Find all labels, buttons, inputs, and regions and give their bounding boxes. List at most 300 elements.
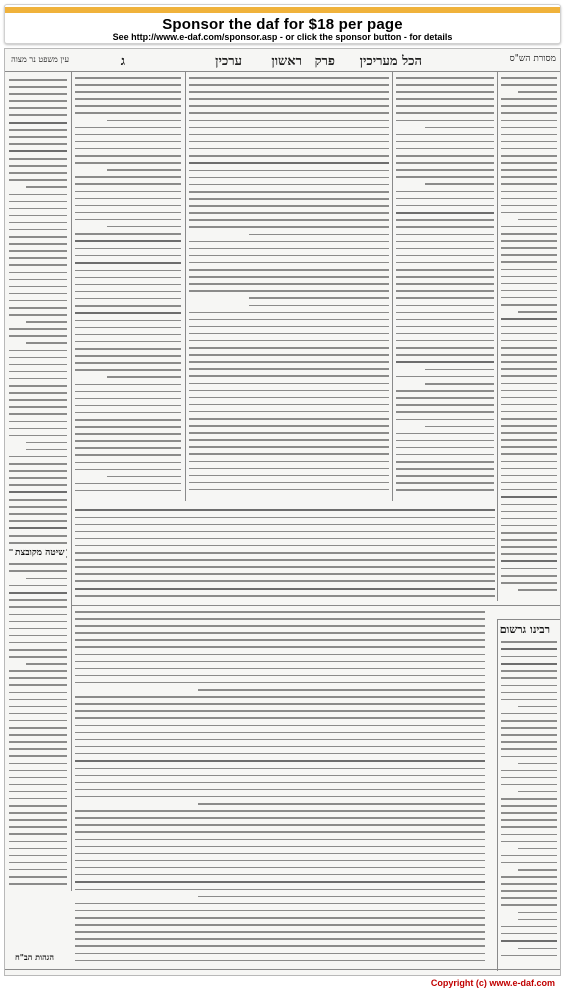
text-line xyxy=(501,383,557,385)
text-line xyxy=(501,955,557,957)
text-line xyxy=(501,582,557,584)
right-margin-divider xyxy=(497,71,498,601)
text-line xyxy=(501,525,557,527)
lower-section-rule xyxy=(71,605,560,606)
text-line xyxy=(396,454,494,456)
text-line xyxy=(396,475,494,477)
chapter-name: ראשון xyxy=(271,54,302,69)
hagahot-heading: הגהות הב"ח xyxy=(15,952,54,962)
text-line xyxy=(501,226,557,228)
text-line xyxy=(189,141,389,143)
text-line xyxy=(75,440,181,442)
text-line xyxy=(518,948,557,950)
text-line xyxy=(9,435,67,437)
text-line xyxy=(425,127,494,129)
gemara-wide-block xyxy=(75,509,495,604)
text-line xyxy=(107,376,181,378)
text-line xyxy=(501,511,557,513)
text-line xyxy=(9,428,67,430)
tosafot-divider xyxy=(185,71,186,501)
text-line xyxy=(501,112,557,114)
text-line xyxy=(75,696,485,698)
text-line xyxy=(396,241,494,243)
text-line xyxy=(396,319,494,321)
text-line xyxy=(9,399,67,401)
text-line xyxy=(501,240,557,242)
text-line xyxy=(189,91,389,93)
text-line xyxy=(75,312,181,314)
text-line xyxy=(189,219,389,221)
text-line xyxy=(189,290,389,292)
text-line xyxy=(9,463,67,465)
text-line xyxy=(75,447,181,449)
text-line xyxy=(75,831,485,833)
text-line xyxy=(501,504,557,506)
text-line xyxy=(9,506,67,508)
text-line xyxy=(9,79,67,81)
text-line xyxy=(75,945,485,947)
text-line xyxy=(396,312,494,314)
text-line xyxy=(75,789,485,791)
text-line xyxy=(107,169,181,171)
text-line xyxy=(9,114,67,116)
text-line xyxy=(189,439,389,441)
text-line xyxy=(189,319,389,321)
rabbeinu-gershom-heading: רבינו גרשום xyxy=(499,623,550,636)
text-line xyxy=(189,453,389,455)
text-line xyxy=(189,184,389,186)
text-line xyxy=(501,692,557,694)
text-line xyxy=(75,917,485,919)
text-line xyxy=(501,333,557,335)
text-line xyxy=(75,924,485,926)
text-line xyxy=(249,297,389,299)
text-line xyxy=(9,328,67,330)
text-line xyxy=(501,432,557,434)
text-line xyxy=(75,881,485,883)
copyright-notice[interactable]: Copyright (c) www.e-daf.com xyxy=(430,978,555,988)
text-line xyxy=(189,127,389,129)
text-line xyxy=(501,283,557,285)
text-line xyxy=(75,903,485,905)
text-line xyxy=(501,656,557,658)
text-line xyxy=(425,183,494,185)
text-line xyxy=(75,334,181,336)
text-line xyxy=(75,517,495,519)
text-line xyxy=(75,141,181,143)
text-line xyxy=(396,390,494,392)
text-line xyxy=(396,297,494,299)
text-line xyxy=(9,129,67,131)
text-line xyxy=(396,91,494,93)
text-line xyxy=(75,768,485,770)
text-line xyxy=(396,205,494,207)
text-line xyxy=(501,539,557,541)
text-line xyxy=(75,369,181,371)
chapter-title: הכל מעריכין xyxy=(359,54,422,69)
text-line xyxy=(189,112,389,114)
text-line xyxy=(75,552,495,554)
gershom-top-rule xyxy=(497,619,560,620)
text-line xyxy=(75,675,485,677)
text-line xyxy=(9,100,67,102)
text-line xyxy=(501,926,557,928)
text-line xyxy=(501,148,557,150)
text-line xyxy=(9,194,67,196)
text-line xyxy=(75,668,485,670)
text-line xyxy=(9,201,67,203)
text-line xyxy=(396,219,494,221)
text-line xyxy=(425,426,494,428)
text-line xyxy=(75,839,485,841)
text-line xyxy=(501,670,557,672)
text-line xyxy=(75,270,181,272)
text-line xyxy=(501,340,557,342)
text-line xyxy=(26,449,67,451)
text-line xyxy=(501,411,557,413)
text-line xyxy=(501,641,557,643)
text-line xyxy=(501,368,557,370)
text-line xyxy=(501,904,557,906)
text-line xyxy=(75,960,485,962)
text-line xyxy=(75,162,181,164)
text-line xyxy=(75,454,181,456)
text-line xyxy=(189,134,389,136)
text-line xyxy=(501,841,557,843)
text-line xyxy=(75,341,181,343)
text-line xyxy=(501,155,557,157)
text-line xyxy=(501,261,557,263)
text-line xyxy=(396,198,494,200)
text-line xyxy=(9,520,67,522)
text-line xyxy=(9,93,67,95)
text-line xyxy=(189,198,389,200)
text-line xyxy=(9,172,67,174)
sponsor-banner[interactable] xyxy=(4,4,561,44)
text-line xyxy=(189,375,389,377)
text-line xyxy=(75,277,181,279)
text-line xyxy=(396,162,494,164)
text-line xyxy=(396,112,494,114)
text-line xyxy=(189,482,389,484)
text-line xyxy=(9,542,67,544)
text-line xyxy=(75,469,181,471)
text-line xyxy=(75,625,485,627)
text-line xyxy=(75,717,485,719)
text-line xyxy=(501,685,557,687)
text-line xyxy=(501,677,557,679)
text-line xyxy=(75,910,485,912)
text-line xyxy=(501,439,557,441)
text-line xyxy=(75,509,495,511)
banner-title[interactable]: Sponsor the daf for $18 per page xyxy=(162,16,403,33)
text-line xyxy=(9,385,67,387)
text-line xyxy=(396,234,494,236)
text-line xyxy=(75,433,181,435)
text-line xyxy=(396,461,494,463)
text-line xyxy=(75,219,181,221)
text-line xyxy=(189,354,389,356)
text-line xyxy=(9,243,67,245)
text-line xyxy=(75,233,181,235)
text-line xyxy=(9,272,67,274)
text-line xyxy=(189,191,389,193)
mesoret-column xyxy=(501,77,557,597)
side-box-heading: שיטה מקובצת xyxy=(15,548,65,558)
text-line xyxy=(501,741,557,743)
text-line xyxy=(75,198,181,200)
text-line xyxy=(501,254,557,256)
text-line xyxy=(189,312,389,314)
text-line xyxy=(501,77,557,79)
text-line xyxy=(75,191,181,193)
text-line xyxy=(189,446,389,448)
text-line xyxy=(396,404,494,406)
text-line xyxy=(9,136,67,138)
text-line xyxy=(501,489,557,491)
text-line xyxy=(9,378,67,380)
text-line xyxy=(501,84,557,86)
text-line xyxy=(396,433,494,435)
text-line xyxy=(75,205,181,207)
text-line xyxy=(75,573,495,575)
text-line xyxy=(501,784,557,786)
text-line xyxy=(9,264,67,266)
text-line xyxy=(75,426,181,428)
talmud-page xyxy=(4,48,561,976)
text-line xyxy=(75,646,485,648)
text-line xyxy=(501,461,557,463)
text-line xyxy=(9,250,67,252)
text-line xyxy=(501,475,557,477)
text-line xyxy=(518,919,557,921)
text-line xyxy=(396,141,494,143)
text-line xyxy=(75,595,495,597)
text-line xyxy=(501,940,557,942)
text-line xyxy=(75,262,181,264)
text-line xyxy=(501,198,557,200)
text-line xyxy=(396,440,494,442)
text-line xyxy=(189,269,389,271)
text-line xyxy=(75,611,485,613)
chapter-label: פרק xyxy=(314,54,335,69)
text-line xyxy=(501,375,557,377)
text-line xyxy=(396,354,494,356)
text-line xyxy=(75,746,485,748)
text-line xyxy=(396,489,494,491)
text-line xyxy=(189,340,389,342)
text-line xyxy=(75,682,485,684)
text-line xyxy=(189,425,389,427)
text-line xyxy=(9,357,67,359)
text-line xyxy=(396,340,494,342)
text-line xyxy=(75,212,181,214)
tractate-name: ערכין xyxy=(215,54,242,69)
text-line xyxy=(75,846,485,848)
text-line xyxy=(396,120,494,122)
text-line xyxy=(75,134,181,136)
text-line xyxy=(501,876,557,878)
text-line xyxy=(189,212,389,214)
text-line xyxy=(75,155,181,157)
text-line xyxy=(75,860,485,862)
text-line xyxy=(75,580,495,582)
text-line xyxy=(501,748,557,750)
text-line xyxy=(396,411,494,413)
text-line xyxy=(75,298,181,300)
text-line xyxy=(501,560,557,562)
text-line xyxy=(396,226,494,228)
text-line xyxy=(189,241,389,243)
text-line xyxy=(75,725,485,727)
text-line xyxy=(75,817,485,819)
text-line xyxy=(396,305,494,307)
text-line xyxy=(396,212,494,214)
text-line xyxy=(518,706,557,708)
text-line xyxy=(75,98,181,100)
text-line xyxy=(75,867,485,869)
gershom-divider xyxy=(497,619,498,971)
text-line xyxy=(9,421,67,423)
text-line xyxy=(501,756,557,758)
text-line xyxy=(501,134,557,136)
text-line xyxy=(75,632,485,634)
footer-rule xyxy=(5,969,560,970)
text-line xyxy=(75,127,181,129)
text-line xyxy=(189,326,389,328)
text-line xyxy=(501,798,557,800)
text-line xyxy=(518,91,557,93)
text-line xyxy=(501,805,557,807)
text-line xyxy=(75,248,181,250)
text-line xyxy=(189,148,389,150)
text-line xyxy=(396,84,494,86)
text-line xyxy=(501,546,557,548)
text-line xyxy=(9,350,67,352)
text-line xyxy=(501,191,557,193)
tosafot-column xyxy=(75,77,181,502)
text-line xyxy=(518,589,557,591)
text-line xyxy=(396,191,494,193)
text-line xyxy=(75,889,485,891)
text-line xyxy=(9,86,67,88)
text-line xyxy=(9,513,67,515)
text-line xyxy=(501,418,557,420)
text-line xyxy=(9,215,67,217)
text-line xyxy=(396,148,494,150)
text-line xyxy=(189,432,389,434)
text-line xyxy=(189,170,389,172)
text-line xyxy=(75,559,495,561)
text-line xyxy=(189,361,389,363)
text-line xyxy=(26,342,67,344)
right-margin-note: מסורת הש"ס xyxy=(509,54,556,64)
text-line xyxy=(75,398,181,400)
text-line xyxy=(396,283,494,285)
text-line xyxy=(26,442,67,444)
text-line xyxy=(518,869,557,871)
text-line xyxy=(501,318,557,320)
text-line xyxy=(501,304,557,306)
text-line xyxy=(75,327,181,329)
text-line xyxy=(396,361,494,363)
text-line xyxy=(501,826,557,828)
text-line xyxy=(75,84,181,86)
text-line xyxy=(189,177,389,179)
text-line xyxy=(501,212,557,214)
text-line xyxy=(189,255,389,257)
text-line xyxy=(26,186,67,188)
text-line xyxy=(189,475,389,477)
text-line xyxy=(75,91,181,93)
text-line xyxy=(396,419,494,421)
text-line xyxy=(501,425,557,427)
text-line xyxy=(501,855,557,857)
text-line xyxy=(189,411,389,413)
text-line xyxy=(75,538,495,540)
text-line xyxy=(501,127,557,129)
text-line xyxy=(501,663,557,665)
text-line xyxy=(9,165,67,167)
text-line xyxy=(189,418,389,420)
text-line xyxy=(198,896,485,898)
text-line xyxy=(189,283,389,285)
text-line xyxy=(75,739,485,741)
left-margin-note: עין משפט נר מצוה xyxy=(11,55,69,64)
text-line xyxy=(189,390,389,392)
text-line xyxy=(396,262,494,264)
text-line xyxy=(501,105,557,107)
text-line xyxy=(501,812,557,814)
text-line xyxy=(501,862,557,864)
text-line xyxy=(189,205,389,207)
text-line xyxy=(501,770,557,772)
text-line xyxy=(189,333,389,335)
text-line xyxy=(75,710,485,712)
text-line xyxy=(198,689,485,691)
text-line xyxy=(501,777,557,779)
text-line xyxy=(75,105,181,107)
text-line xyxy=(9,406,67,408)
text-line xyxy=(75,412,181,414)
text-line xyxy=(75,77,181,79)
banner-subtitle[interactable]: See http://www.e-daf.com/sponsor.asp - or click the sponsor button - for details xyxy=(112,32,453,42)
text-line xyxy=(75,588,495,590)
text-line xyxy=(189,489,389,491)
text-line xyxy=(501,169,557,171)
text-line xyxy=(75,938,485,940)
rashi-column xyxy=(396,77,494,502)
text-line xyxy=(9,371,67,373)
text-line xyxy=(9,122,67,124)
text-line xyxy=(189,248,389,250)
text-line xyxy=(501,890,557,892)
text-line xyxy=(75,953,485,955)
text-line xyxy=(75,176,181,178)
text-line xyxy=(75,639,485,641)
text-line xyxy=(501,162,557,164)
text-line xyxy=(9,314,67,316)
text-line xyxy=(501,883,557,885)
text-line xyxy=(249,234,389,236)
text-line xyxy=(501,176,557,178)
text-line xyxy=(75,462,181,464)
text-line xyxy=(75,291,181,293)
text-line xyxy=(501,532,557,534)
text-line xyxy=(9,279,67,281)
text-line xyxy=(75,782,485,784)
text-line xyxy=(396,77,494,79)
